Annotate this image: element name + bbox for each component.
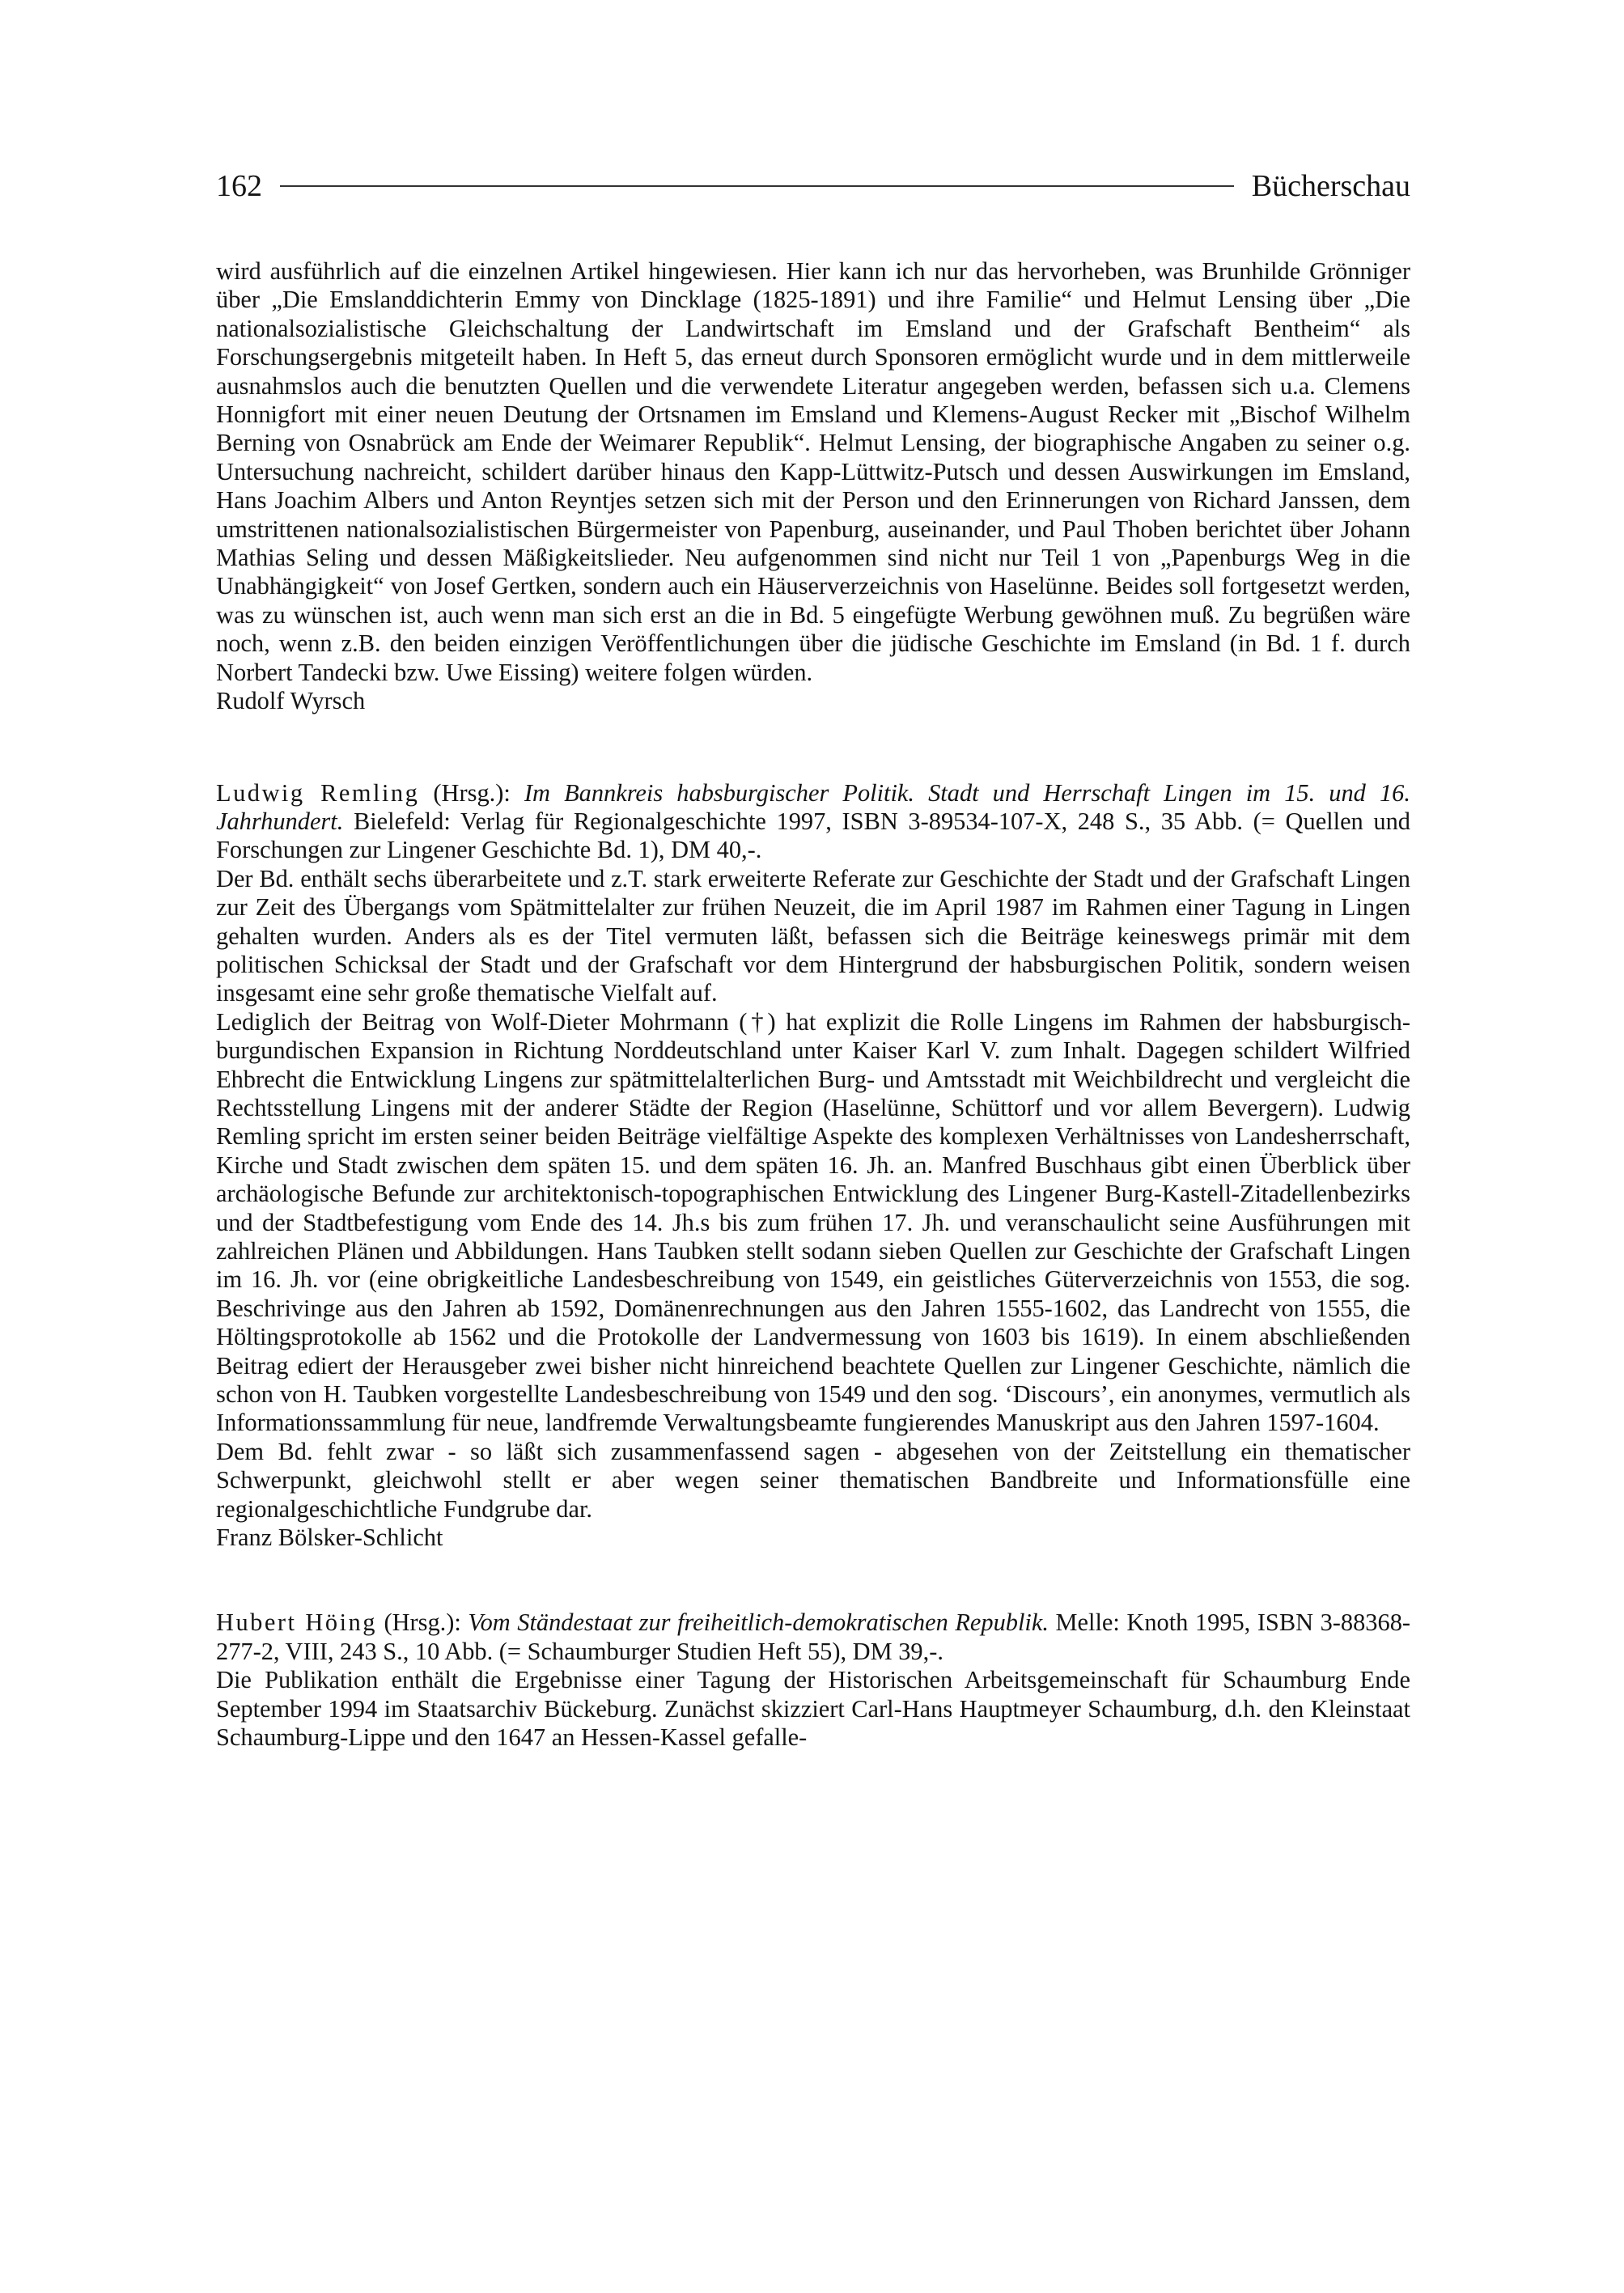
review-2 [216, 779, 1410, 1553]
review-2-paragraph-3: Dem Bd. fehlt zwar - so läßt sich zusammenfassend sagen - abgesehen von der Zeitstellung ein thematischer Schwerpunkt, gleichwohl stellt er aber wegen seiner thematischen Bandbreite und Informationsfülle eine regionalgeschichtliche Fundgrube dar. [216, 1437, 1410, 1523]
review-3-paragraph-1: Die Publikation enthält die Ergebnisse einer Tagung der Historischen Arbeitsgemeinschaft für Schaumburg Ende September 1994 im Staatsarchiv Bückeburg. Zunächst skizziert Carl-Hans Hauptmeyer Schaumburg, d.h. den Kleinstaat Schaumburg-Lippe und den 1647 an Hessen-Kassel gefalle- [216, 1666, 1410, 1752]
review-3-citation [216, 1608, 1410, 1666]
review-3-book-title: Vom Ständestaat zur freiheitlich-demokratischen Republik. [468, 1608, 1049, 1637]
page-content [216, 257, 1410, 1753]
review-2-publication: Bielefeld: Verlag für Regionalgeschichte 1997, ISBN 3-89534-107-X, 248 S., 35 Abb. (= Quellen und Forschungen zur Lingener Geschichte Bd. 1), DM 40,-. [216, 807, 1410, 864]
review-2-book-title: Im Bannkreis habsburgischer Politik. Stadt und Herrschaft Lingen im 15. und 16. Jahrhundert. [216, 778, 1410, 835]
review-2-author: Ludwig Remling [216, 778, 420, 807]
review-2-paragraph-1: Der Bd. enthält sechs überarbeitete und z.T. stark erweiterte Referate zur Geschichte der Stadt und der Grafschaft Lingen zur Zeit des Übergangs vom Spätmittelalter zur frühen Neuzeit, die im April 1987 im Rahmen einer Tagung in Lingen gehalten wurden. Anders als es der Titel vermuten läßt, befassen sich die Beiträge keineswegs primär mit dem politischen Schicksal der Stadt und der Grafschaft vor dem Hintergrund der habsburgischen Politik, sondern weisen insgesamt eine sehr große thematische Vielfalt auf. [216, 864, 1410, 1007]
review-1-text: wird ausführlich auf die einzelnen Artikel hingewiesen. Hier kann ich nur das hervorheben, was Brunhilde Grönniger über „Die Emslanddichterin Emmy von Dincklage (1825-1891) und ihre Familie“ und Helmut Lensing über „Die nationalsozialistische Gleichschaltung der Landwirtschaft im Emsland und der Grafschaft Bentheim“ als Forschungsergebnis mitgeteilt haben. In Heft 5, das erneut durch Sponsoren ermöglicht wurde und in dem mittlerweile ausnahmslos auch die benutzten Quellen und die verwendete Literatur angegeben werden, befassen sich u.a. Clemens Honnigfort mit einer neuen Deutung der Ortsnamen im Emsland und Klemens-August Recker mit „Bischof Wilhelm Berning von Osnabrück am Ende der Weimarer Republik“. Helmut Lensing, der biographische Angaben zu seiner o.g. Untersuchung nachreicht, schildert darüber hinaus den Kapp-Lüttwitz-Putsch und dessen Auswirkungen im Emsland, Hans Joachim Albers und Anton Reyntjes setzen sich mit der Person und den Erinnerungen von Richard Janssen, dem umstrittenen nationalsozialistischen Bürgermeister von Papenburg, auseinander, und Paul Thoben berichtet über Johann Mathias Seling und dessen Mäßigkeitslieder. Neu aufgenommen sind nicht nur Teil 1 von „Papenburgs Weg in die Unabhängigkeit“ von Josef Gertken, sondern auch ein Häuserverzeichnis von Haselünne. Beides soll fortgesetzt werden, was zu wünschen ist, auch wenn man sich erst an die in Bd. 5 eingefügte Werbung gewöhnen muß. Zu begrüßen wäre noch, wenn z.B. den beiden einzigen Veröffentlichungen über die jüdische Geschichte im Emsland (in Bd. 1 f. durch Norbert Tandecki bzw. Uwe Eissing) weitere folgen würden. [216, 257, 1410, 686]
review-2-citation [216, 779, 1410, 865]
page-number: 162 [216, 169, 262, 203]
section-title: Bücherschau [1251, 169, 1410, 203]
review-3-role: (Hrsg.): [376, 1608, 469, 1637]
review-2-role: (Hrsg.): [419, 778, 524, 807]
running-header [216, 162, 1410, 210]
review-1 [216, 257, 1410, 716]
review-3-author: Hubert Höing [216, 1608, 377, 1637]
review-2-paragraph-2: Lediglich der Beitrag von Wolf-Dieter Mohrmann (†) hat explizit die Rolle Lingens im Rahmen der habsburgisch-burgundischen Expansion in Richtung Norddeutschland unter Kaiser Karl V. zum Inhalt. Dagegen schildert Wilfried Ehbrecht die Entwicklung Lingens zur spätmittelalterlichen Burg- und Amtsstadt mit Weichbildrecht und vergleicht die Rechtsstellung Lingens mit der anderer Städte der Region (Haselünne, Schüttorf und vor allem Bevergern). Ludwig Remling spricht im ersten seiner beiden Beiträge vielfältige Aspekte des komplexen Verhältnisses von Landesherrschaft, Kirche und Stadt zwischen dem späten 15. und dem späten 16. Jh. an. Manfred Buschhaus gibt einen Überblick über archäologische Befunde zur architektonisch-topographischen Entwicklung des Lingener Burg-Kastell-Zitadellenbezirks und der Stadtbefestigung vom Ende des 14. Jh.s bis zum frühen 17. Jh. und veranschaulicht seine Ausführungen mit zahlreichen Plänen und Abbildungen. Hans Taubken stellt sodann sieben Quellen zur Geschichte der Grafschaft Lingen im 16. Jh. vor (eine obrigkeitliche Landesbeschreibung von 1549, ein geistliches Güterverzeichnis von 1553, die sog. Beschrivinge aus den Jahren ab 1592, Domänenrechnungen aus den Jahren 1555-1602, das Landrecht von 1555, die Höltingsprotokolle ab 1562 und die Protokolle der Landvermessung von 1603 bis 1619). In einem abschließenden Beitrag ediert der Herausgeber zwei bisher nicht hinreichend beachtete Quellen zur Lingener Geschichte, nämlich die schon von H. Taubken vorgestellte Landesbeschreibung von 1549 und den sog. ‘Discours’, ein anonymes, vermutlich als Informationssammlung für neue, landfremde Verwaltungsbeamte fungierendes Manuskript aus den Jahren 1597-1604. [216, 1007, 1410, 1437]
review-3-publication: Melle: Knoth 1995, ISBN 3-88368-277-2, VIII, 243 S., 10 Abb. (= Schaumburger Studien Heft 55), DM 39,-. [216, 1608, 1411, 1665]
header-rule [280, 185, 1234, 187]
review-1-signature: Rudolf Wyrsch [216, 687, 366, 715]
review-3 [216, 1608, 1410, 1752]
review-2-signature: Franz Bölsker-Schlicht [216, 1524, 443, 1552]
